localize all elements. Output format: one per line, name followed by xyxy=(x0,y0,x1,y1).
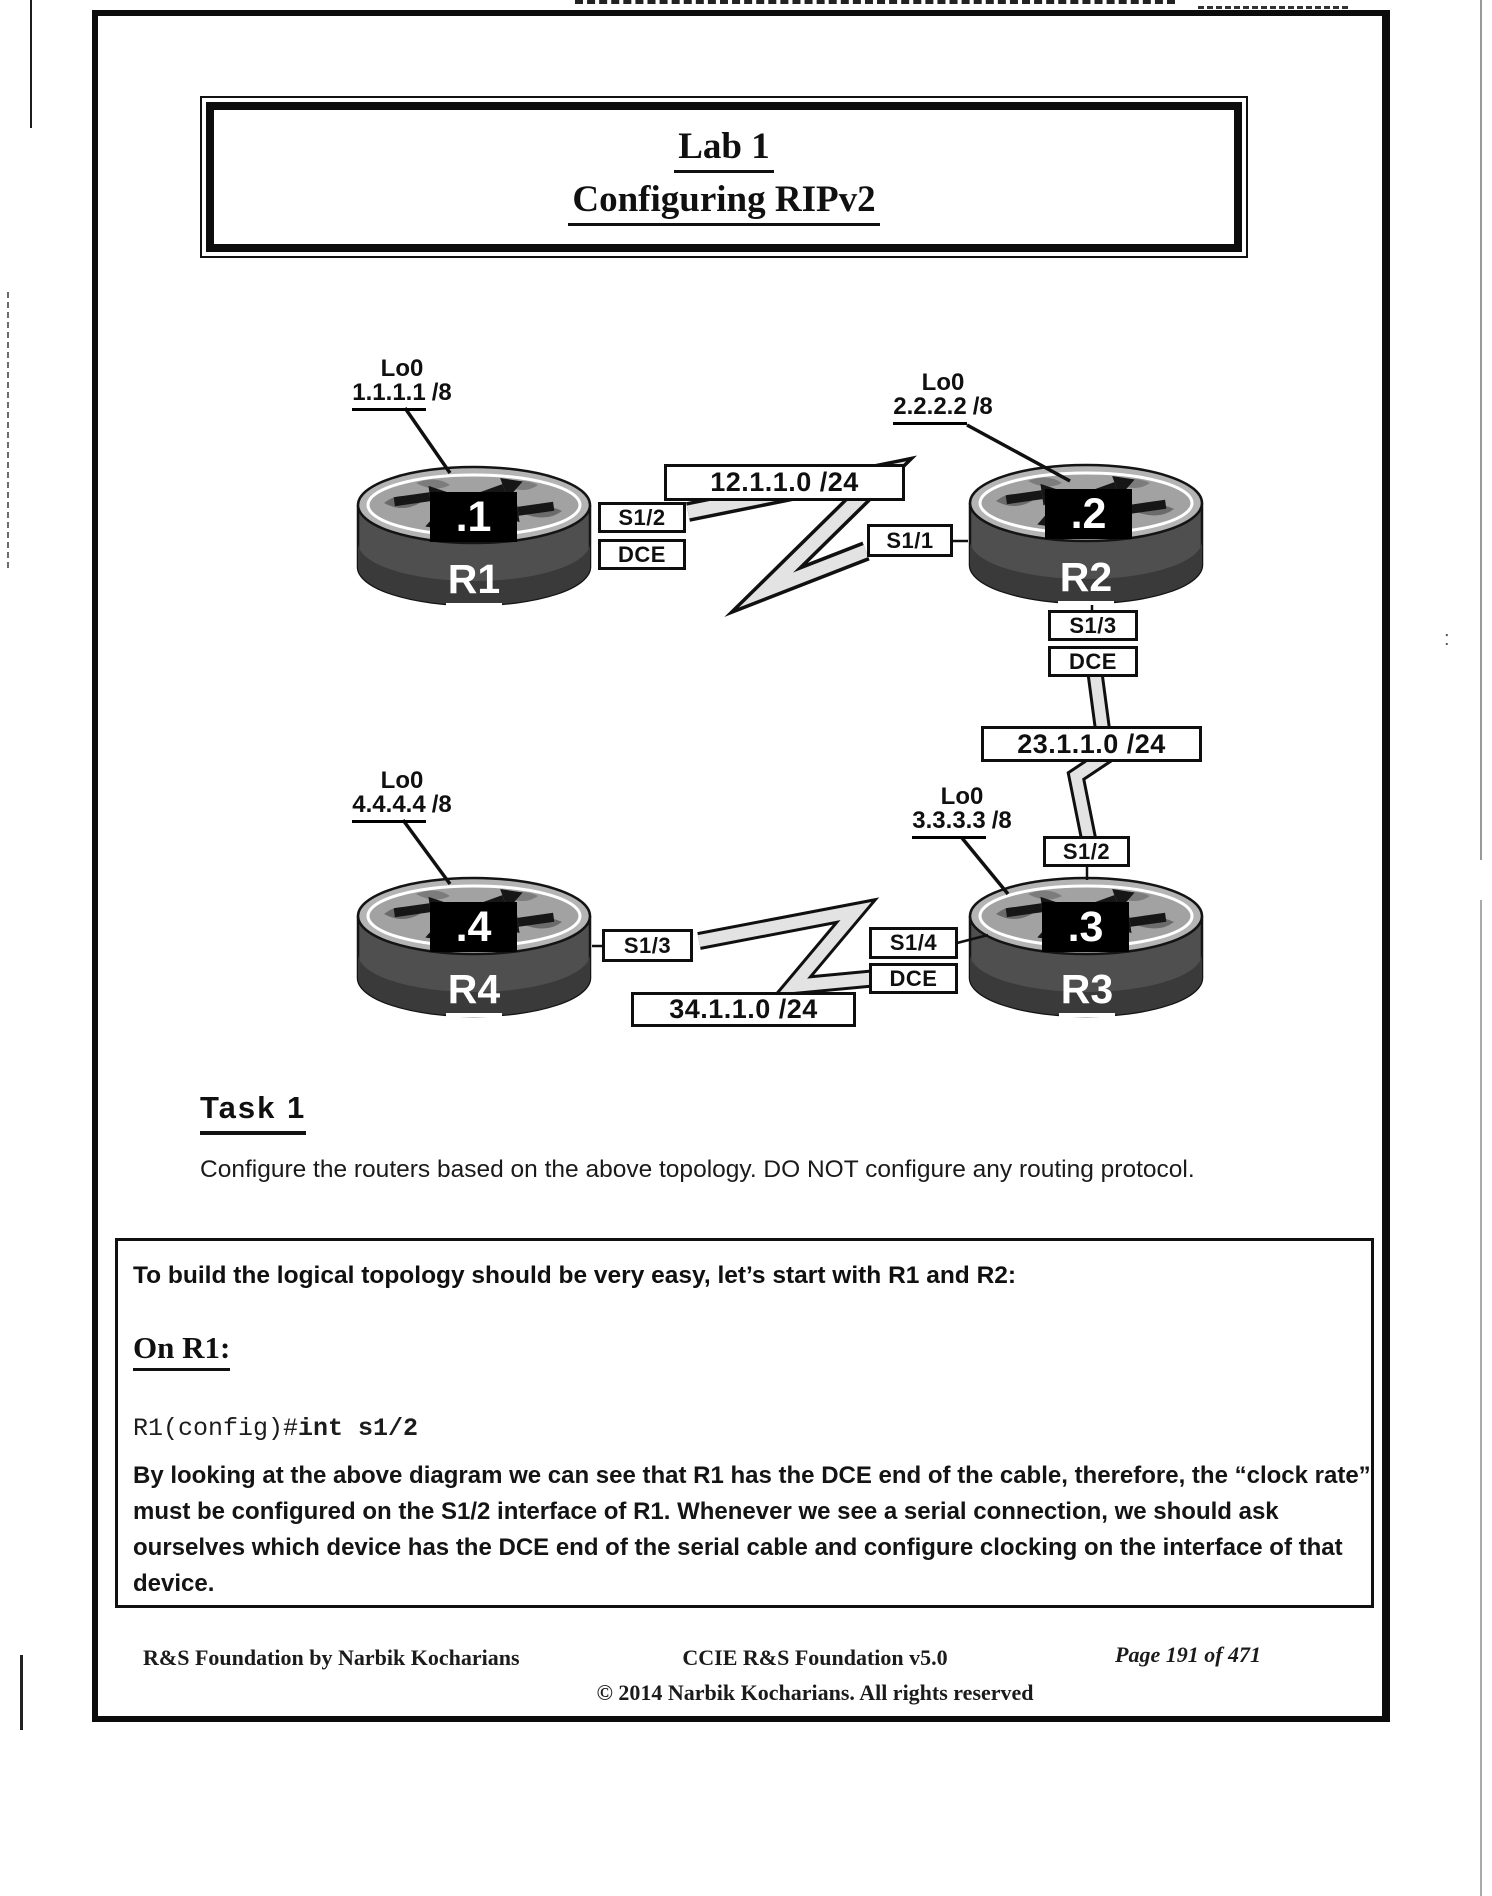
node-ip-text: .1 xyxy=(455,492,492,541)
cli-line xyxy=(133,1414,418,1443)
node-ip-text: .4 xyxy=(455,902,492,951)
cli-command: int s1/2 xyxy=(298,1414,419,1443)
loopback-leader-r2 xyxy=(967,425,1070,481)
loopback-interface: Lo0 xyxy=(380,355,424,382)
loopback-leader-r3 xyxy=(962,838,1008,894)
task-body: Configure the routers based on the above topology. DO NOT configure any routing protocol. xyxy=(200,1156,1195,1183)
interface-box-r2-s13: S1/3 xyxy=(1048,610,1138,641)
connector-s14-r3 xyxy=(957,935,988,943)
router-name-r3: R3 xyxy=(1027,966,1147,1013)
loopback-label-r3 xyxy=(887,785,1037,834)
lab-title: Lab 1 xyxy=(674,128,774,173)
router-name-r4: R4 xyxy=(414,966,534,1013)
cli-prompt: R1(config)# xyxy=(133,1414,299,1443)
note-intro: To build the logical topology should be very easy, let’s start with R1 and R2: xyxy=(133,1262,1017,1289)
loopback-interface: Lo0 xyxy=(380,767,424,794)
interface-box-r4-s13: S1/3 xyxy=(602,929,693,962)
loopback-interface: Lo0 xyxy=(921,369,965,396)
node-ip-text: .3 xyxy=(1067,902,1104,951)
loopback-address: 3.3.3.3 /8 xyxy=(887,809,1037,833)
interface-box-r3-s14: S1/4 xyxy=(869,927,958,959)
loopback-address: 4.4.4.4 /8 xyxy=(327,793,477,817)
node-ip-badge-r4 xyxy=(430,902,517,952)
router-name-r2: R2 xyxy=(1026,554,1146,601)
loopback-leader-r1 xyxy=(405,408,450,473)
footer-copyright: © 2014 Narbik Kocharians. All rights reserved xyxy=(596,1680,1034,1705)
lab-subtitle: Configuring RIPv2 xyxy=(568,181,879,226)
node-ip-text: .2 xyxy=(1070,489,1107,538)
task-heading: Task 1 xyxy=(200,1090,306,1135)
loopback-label-r1 xyxy=(327,357,477,406)
loopback-address: 2.2.2.2 /8 xyxy=(868,395,1018,419)
loopback-leader-r4 xyxy=(403,820,450,884)
interface-box-r1-s12: S1/2 xyxy=(598,502,686,533)
loopback-label-r4 xyxy=(327,769,477,818)
node-ip-badge-r2 xyxy=(1045,489,1132,539)
network-box-34: 34.1.1.0 /24 xyxy=(631,992,856,1027)
note-explanation: By looking at the above diagram we can see that R1 has the DCE end of the cable, therefore, the “clock rate” must be configured on the S1/2 interface of R1. Whenever we see a serial connection, we should ask ourselves which device has the DCE end of the serial cable and configure clocking on the interface of that device. xyxy=(133,1462,1371,1597)
footer-course: CCIE R&S Foundation v5.0 xyxy=(682,1645,948,1670)
scan-artifact: : xyxy=(1444,628,1450,650)
on-r1-heading: On R1: xyxy=(133,1330,230,1371)
node-ip-badge-r1 xyxy=(430,492,517,542)
loopback-label-r2 xyxy=(868,371,1018,420)
interface-box-r2-s11: S1/1 xyxy=(867,524,953,557)
dce-box-r1: DCE xyxy=(598,539,686,570)
interface-box-r3-s12: S1/2 xyxy=(1043,836,1130,867)
router-name-r1: R1 xyxy=(414,556,534,603)
node-ip-badge-r3 xyxy=(1042,902,1129,952)
dce-box-r2: DCE xyxy=(1048,646,1138,677)
loopback-address: 1.1.1.1 /8 xyxy=(327,381,477,405)
network-box-23: 23.1.1.0 /24 xyxy=(981,726,1202,762)
footer-page-number: Page 191 of 471 xyxy=(1115,1642,1262,1667)
network-box-12: 12.1.1.0 /24 xyxy=(664,464,905,501)
loopback-interface: Lo0 xyxy=(940,783,984,810)
dce-box-r3: DCE xyxy=(869,963,958,994)
footer-author: R&S Foundation by Narbik Kocharians xyxy=(143,1645,520,1670)
